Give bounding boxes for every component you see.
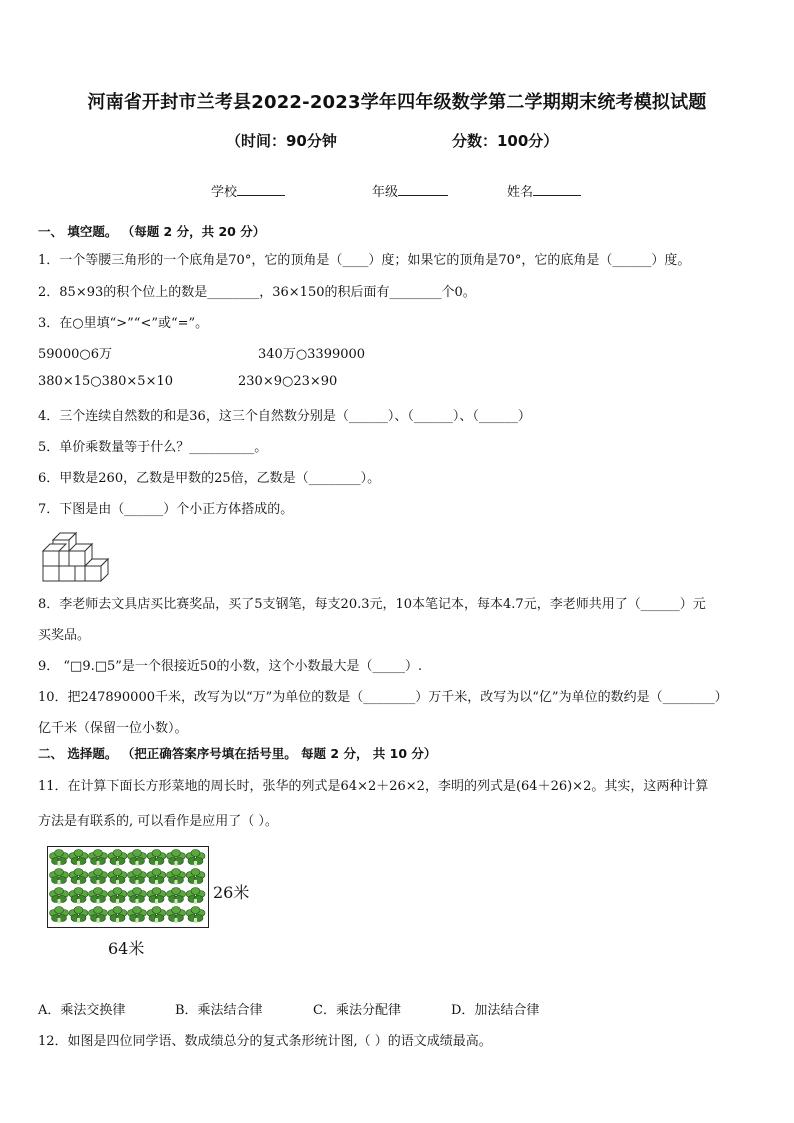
question-3c: 380×15○380×5×10 — [38, 374, 174, 389]
question-5: 5．单价乘数量等于什么？__________。 — [38, 440, 268, 455]
field-width-label: 64米 — [108, 939, 145, 958]
grade-field — [372, 181, 448, 200]
option-c: C．乘法分配律 — [313, 1003, 401, 1018]
school-field — [211, 181, 285, 200]
question-4: 4．三个连续自然数的和是36，这三个自然数分别是（______）、（______）、（______） — [38, 409, 531, 424]
school-blank — [237, 183, 285, 196]
question-3: 3．在○里填“>”“<”或“=”。 — [38, 316, 209, 331]
question-11-line2: 方法是有联系的, 可以看作是应用了（ ）。 — [38, 814, 278, 829]
question-12: 12．如图是四位同学语、数成绩总分的复式条形统计图,（ ）的语文成绩最高。 — [38, 1034, 492, 1049]
section1-heading: 一、 填空题。 （每题 2 分，共 20 分） — [38, 224, 266, 239]
question-7: 7．下图是由（______）个小正方体搭成的。 — [38, 502, 294, 517]
question-11-line1: 11．在计算下面长方形菜地的周长时，张华的列式是64×2＋26×2，李明的列式是(64＋26)×2。其实，这两种计算 — [38, 779, 709, 794]
exam-score: 分数：100分） — [452, 132, 559, 150]
name-field — [507, 181, 581, 200]
school-label: 学校 — [211, 185, 238, 200]
question-2: 2．85×93的积个位上的数是________，36×150的积后面有________个0。 — [38, 285, 476, 300]
vegetable-field-figure — [47, 846, 209, 928]
question-8-line2: 买奖品。 — [38, 628, 91, 643]
grade-label: 年级 — [372, 185, 399, 200]
option-a: A．乘法交换律 — [38, 1003, 126, 1018]
cube-stack-figure — [40, 526, 112, 582]
question-6: 6．甲数是260，乙数是甲数的25倍，乙数是（________）。 — [38, 471, 381, 486]
section2-heading: 二、 选择题。 （把正确答案序号填在括号里。 每题 2 分， 共 10 分） — [38, 746, 437, 761]
question-10-line2: 亿千米（保留一位小数）。 — [38, 721, 188, 736]
question-10-line1: 10．把247890000千米，改写为以“万”为单位的数是（________）万千米，改写为以“亿”为单位的数约是（________） — [38, 690, 728, 705]
exam-title: 河南省开封市兰考县2022-2023学年四年级数学第二学期期末统考模拟试题 — [87, 92, 707, 113]
question-3d: 230×9○23×90 — [238, 374, 338, 389]
question-3a: 59000○6万 — [38, 347, 112, 362]
question-3b: 340万○3399000 — [258, 347, 366, 362]
grade-blank — [398, 183, 448, 196]
exam-time: （时间：90分钟 — [226, 132, 337, 150]
question-9: 9． “□9.□5”是一个很接近50的小数，这个小数最大是（_____）. — [38, 659, 423, 674]
option-b: B．乘法结合律 — [175, 1003, 263, 1018]
question-8-line1: 8．李老师去文具店买比赛奖品，买了5支钢笔，每支20.3元，10本笔记本，每本4.7元，李老师共用了（______）元 — [38, 597, 706, 612]
option-d: D．加法结合律 — [451, 1003, 540, 1018]
field-height-label: 26米 — [213, 883, 250, 902]
name-blank — [533, 183, 581, 196]
question-1: 1．一个等腰三角形的一个底角是70°，它的顶角是（____）度；如果它的顶角是70°，它的底角是（______）度。 — [38, 253, 691, 268]
name-label: 姓名 — [507, 185, 534, 200]
